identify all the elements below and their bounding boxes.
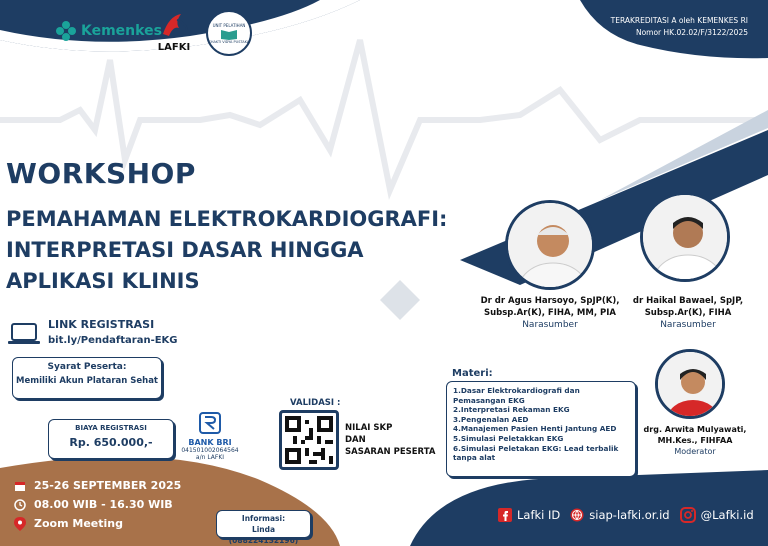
speaker-1-name2: Subsp.Ar(K), FIHA, MM, PIA [483, 308, 617, 318]
validation-desc3: SASARAN PESERTA [345, 447, 436, 457]
requirement-value: Memiliki Akun Plataran Sehat [16, 376, 158, 386]
lafki-text: LAFKI [157, 42, 191, 53]
validation-desc2: DAN [345, 435, 366, 445]
speaker-2-name1: dr Haikal Bawael, SpJP, [632, 296, 744, 306]
validation-qr[interactable] [279, 410, 339, 470]
requirement-box [12, 357, 162, 399]
laptop-icon [8, 322, 40, 346]
event-date: 25-26 SEPTEMBER 2025 [34, 479, 182, 492]
fee-box [48, 419, 174, 459]
speaker-1-name1: Dr dr Agus Harsoyo, SpJP(K), [480, 296, 620, 306]
accreditation-line1: TERAKREDITASI A oleh KEMENKES RI [610, 16, 748, 25]
globe-icon [570, 508, 584, 522]
unit-pelatihan-logo [206, 10, 252, 56]
speaker-photo-2 [640, 192, 730, 282]
website-link[interactable] [570, 508, 669, 522]
speaker-3-info [625, 424, 765, 457]
title-line3: APLIKASI KLINIS [6, 269, 200, 293]
calendar-icon [14, 480, 26, 492]
event-date-row [14, 476, 181, 495]
validation-desc [345, 422, 435, 458]
info-label: Informasi: [241, 514, 286, 523]
speaker-1-role: Narasumber [522, 320, 578, 330]
info-box [216, 510, 311, 545]
instagram-text: @Lafki.id [700, 508, 754, 522]
materi-item: 6.Simulasi Peletakan EKG: Lead terbalik tanpa alat [453, 443, 619, 463]
facebook-link[interactable] [498, 508, 560, 522]
validation-label: VALIDASI : [290, 398, 341, 408]
speaker-2-info [618, 295, 758, 331]
bank-account: 041501002064564 [181, 447, 239, 454]
fee-value: Rp. 650.000,- [69, 436, 153, 449]
registration-link[interactable]: bit.ly/Pendaftaran-EKG [48, 335, 178, 346]
speaker-photo-3 [655, 349, 725, 419]
title-line1: PEMAHAMAN ELEKTROKARDIOGRAFI: [6, 207, 448, 231]
event-time-row [14, 495, 181, 514]
facebook-text: Lafki ID [517, 508, 561, 522]
registration-label: LINK REGISTRASI [48, 318, 155, 331]
event-time: 08.00 WIB - 16.30 WIB [34, 498, 173, 511]
website-text: siap-lafki.or.id [589, 508, 670, 522]
clock-icon [14, 499, 26, 511]
facebook-icon [498, 508, 512, 522]
speaker-3-role: Moderator [674, 447, 716, 456]
validation-desc1: NILAI SKP [345, 423, 393, 433]
requirement-label: Syarat Peserta: [47, 362, 127, 372]
kemenkes-logo [55, 20, 162, 42]
qr-code-icon [285, 416, 333, 464]
materi-item: 4.Manajemen Pasien Henti Jantung AED [453, 424, 617, 434]
lafki-logo [152, 12, 196, 53]
accreditation-line2: Nomor HK.02.02/F/3122/2025 [635, 28, 748, 37]
bank-holder: a/n LAFKI [195, 454, 225, 461]
kemenkes-text: Kemenkes [81, 23, 162, 39]
fee-label: BIAYA REGISTRASI [75, 424, 147, 432]
unit-motto-text: SHAKTI VIDYA PUSTAKA [208, 39, 250, 44]
materi-item: 3.Pengenalan AED [453, 414, 529, 424]
title-line2: INTERPRETASI DASAR HINGGA [6, 238, 364, 262]
speaker-1-info [465, 295, 635, 331]
instagram-icon [680, 507, 696, 523]
materi-box [446, 381, 636, 477]
book-icon [220, 28, 238, 40]
speaker-2-role: Narasumber [660, 320, 716, 330]
materi-item: 1.Dasar Elektrokardiografi dan Pemasangan EKG [453, 386, 580, 405]
event-details [14, 476, 181, 533]
kemenkes-icon [55, 20, 77, 42]
materi-title: Materi: [452, 368, 493, 379]
social-footer [498, 507, 754, 523]
info-contact[interactable]: Linda (088224132196) [228, 525, 299, 545]
speaker-3-name1: drg. Arwita Mulyawati, [643, 425, 747, 434]
location-pin-icon [14, 517, 26, 531]
bank-bri-icon [199, 412, 221, 434]
speaker-3-name2: MH.Kes., FIHFAA [657, 436, 733, 445]
accreditation [611, 15, 748, 39]
bank-info [180, 412, 240, 461]
speaker-photo-1 [505, 200, 595, 290]
unit-pelatihan-text: UNIT PELATIHAN [212, 22, 246, 28]
event-place-row [14, 514, 181, 533]
title-block [6, 204, 447, 297]
speaker-2-name2: Subsp.Ar(K), FIHA [644, 308, 732, 318]
materi-item: 5.Simulasi Peletakkan EKG [453, 433, 564, 443]
workshop-heading: WORKSHOP [6, 157, 196, 190]
bank-name: BANK BRI [188, 438, 232, 447]
materi-item: 2.Interpretasi Rekaman EKG [453, 405, 570, 415]
lafki-icon [159, 12, 189, 38]
event-place: Zoom Meeting [34, 517, 123, 530]
instagram-link[interactable] [680, 507, 754, 523]
